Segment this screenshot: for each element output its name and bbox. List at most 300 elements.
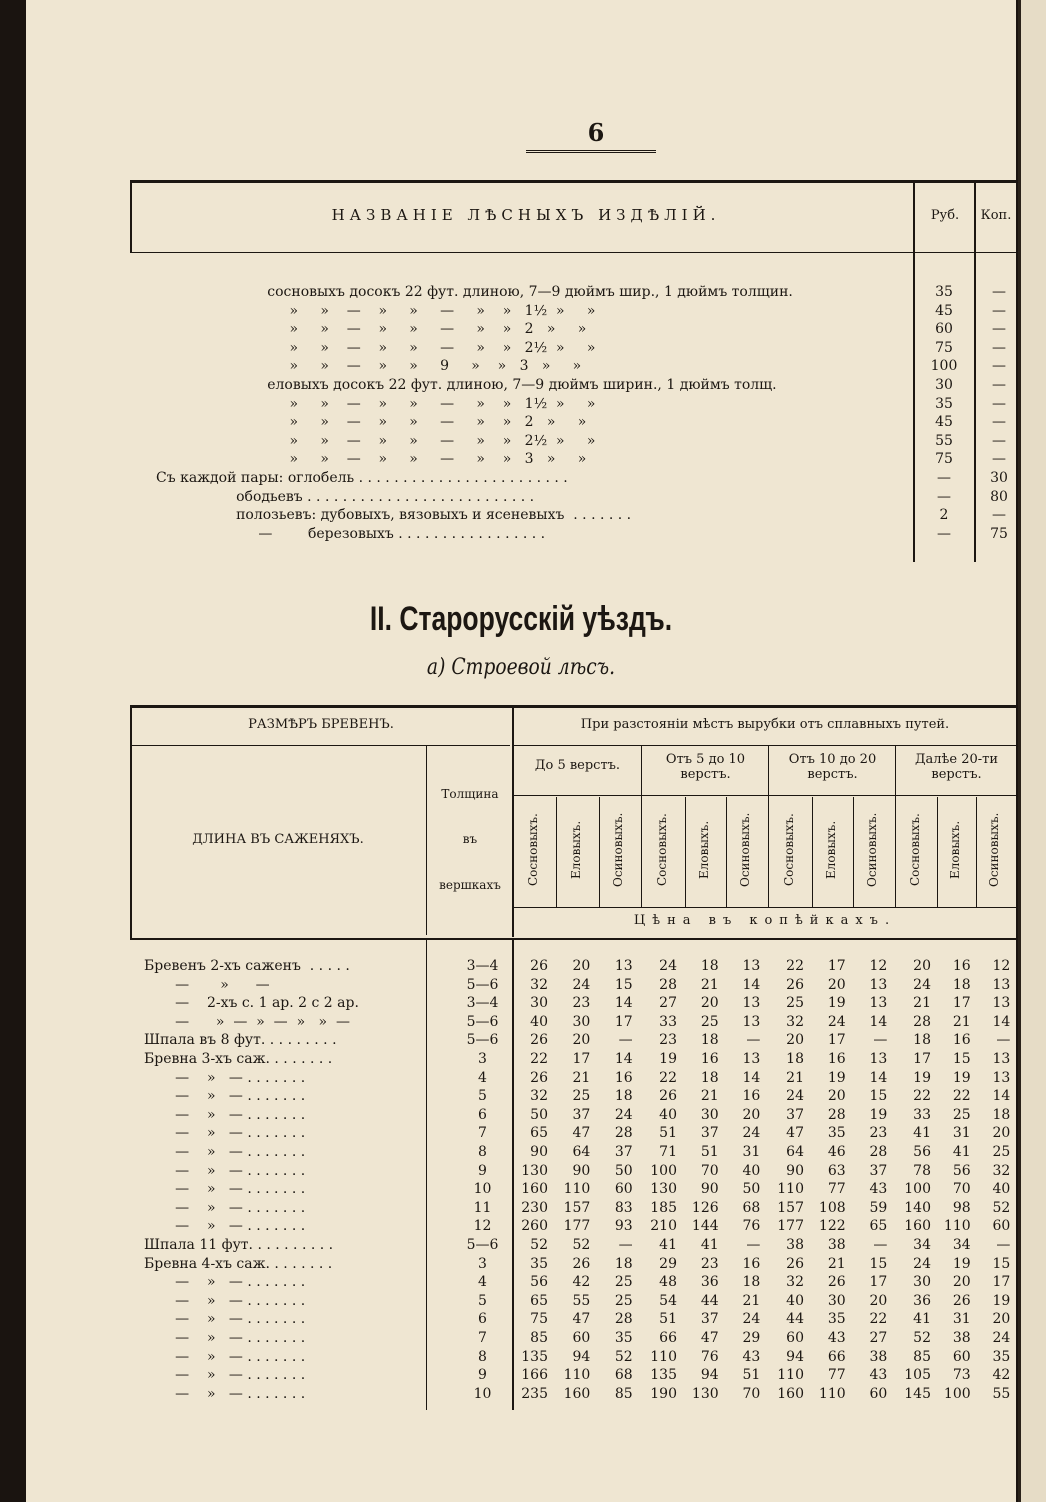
price-cell: 190	[650, 1385, 677, 1402]
price-cell: 37	[614, 1144, 633, 1160]
timber-description: — » — . . . . . . .	[144, 1367, 306, 1384]
price-cell: 25	[614, 1292, 633, 1309]
timber-thickness: 12	[473, 1218, 492, 1235]
price-cell: 37	[572, 1106, 591, 1123]
item-description: » » — » » — » » 3 » »	[156, 451, 587, 468]
timber-description: — » — . . . . . . .	[144, 1162, 306, 1179]
price-cell: 100	[943, 1385, 971, 1402]
timber-thickness: 3	[478, 1051, 487, 1067]
price-cell: 35	[827, 1125, 846, 1142]
timber-description: — » — . . . . . . .	[144, 1292, 306, 1309]
timber-description: — » — . . . . . . .	[144, 1106, 306, 1123]
timber-thickness: 5—6	[466, 1237, 499, 1253]
price-cell: 37	[700, 1311, 719, 1328]
table2-row	[26, 1274, 1016, 1292]
page-number-rule	[526, 150, 656, 153]
price-cell: 18	[700, 958, 719, 974]
price-cell: 40	[786, 1292, 804, 1309]
item-description: » » — » » — » » 2 » »	[156, 321, 587, 338]
price-cell: 35	[530, 1255, 548, 1272]
price-cell: 32	[992, 1162, 1011, 1179]
item-description: — березовыхъ . . . . . . . . . . . . . . . . .	[156, 525, 546, 542]
table2-group-rule	[514, 795, 1016, 796]
timber-description: — » — . . . . . . .	[144, 1199, 306, 1216]
price-cell: 52	[530, 1237, 548, 1253]
price-cell: 18	[786, 1051, 804, 1067]
price-cell: 20	[742, 1106, 761, 1123]
price-cell: 144	[691, 1218, 719, 1235]
item-description: еловыхъ досокъ 22 фут. длиною, 7—9 дюймъ ширин., 1 дюймъ толщ.	[156, 377, 777, 393]
item-kop: —	[992, 377, 1006, 393]
size-header: РАЗМѢРЪ БРЕВЕНЪ.	[248, 717, 394, 732]
price-cell: 94	[572, 1348, 591, 1365]
price-cell: —	[996, 1237, 1011, 1253]
price-cell: 25	[572, 1088, 591, 1105]
price-cell: 32	[530, 976, 548, 993]
price-cell: 140	[904, 1199, 931, 1216]
item-description: Съ каждой пары: оглобель . . . . . . . . . . . . . . . . . . . . . . . .	[156, 470, 568, 486]
price-cell: 26	[572, 1255, 591, 1272]
price-cell: 20	[992, 1125, 1011, 1142]
item-description: » » — » » — » » 1½ » »	[156, 302, 596, 319]
timber-description: Шпала 11 фут. . . . . . . . . .	[144, 1237, 334, 1253]
timber-thickness: 7	[478, 1125, 487, 1142]
price-cell: 40	[992, 1181, 1011, 1198]
price-cell: —	[746, 1032, 761, 1049]
price-cell: 30	[572, 1013, 591, 1030]
price-cell: 30	[913, 1274, 931, 1291]
item-kop: —	[992, 339, 1006, 356]
price-cell: 17	[614, 1013, 633, 1030]
price-cell: 90	[786, 1162, 804, 1179]
item-kop: —	[992, 302, 1006, 319]
price-cell: 42	[572, 1274, 591, 1291]
table2-row	[26, 1144, 1016, 1162]
price-cell: 19	[992, 1292, 1011, 1309]
price-cell: 14	[869, 1013, 888, 1030]
price-cell: 65	[530, 1292, 548, 1309]
price-cell: 50	[742, 1181, 761, 1198]
price-cell: 13	[992, 976, 1011, 993]
price-cell: 15	[992, 1255, 1011, 1272]
price-cell: 34	[952, 1237, 971, 1253]
item-description: » » — » » — » » 2½ » »	[156, 339, 596, 356]
species-header: Сосновыхъ.	[526, 813, 541, 887]
price-cell: 40	[659, 1106, 677, 1123]
price-cell: 28	[913, 1013, 931, 1030]
price-cell: 42	[992, 1367, 1011, 1384]
price-cell: 110	[777, 1367, 804, 1384]
timber-description: Бревна 4-хъ саж. . . . . . . .	[144, 1255, 333, 1272]
section-subtitle: а) Строевой лѣсъ.	[426, 655, 616, 680]
price-cell: 19	[952, 1255, 971, 1272]
price-cell: 52	[913, 1330, 931, 1346]
price-cell: 25	[786, 995, 804, 1012]
item-kop: —	[992, 432, 1006, 449]
price-cell: 32	[786, 1013, 804, 1030]
species-divider	[976, 797, 977, 907]
group-header-1: До 5 верстъ.	[534, 758, 621, 773]
price-cell: 18	[700, 1069, 719, 1086]
price-cell: 51	[659, 1311, 677, 1328]
price-cell: 15	[869, 1255, 888, 1272]
price-cell: 25	[700, 1013, 719, 1030]
price-cell: 24	[913, 1255, 931, 1272]
price-cell: 21	[572, 1069, 591, 1086]
price-cell: 75	[530, 1311, 548, 1328]
price-cell: 70	[742, 1385, 761, 1402]
table1-header-rule	[130, 252, 1016, 253]
price-cell: 28	[869, 1144, 888, 1160]
table1-row	[26, 507, 1016, 525]
price-cell: 51	[700, 1144, 719, 1160]
price-cell: 13	[869, 995, 888, 1012]
price-cell: 90	[700, 1181, 719, 1198]
price-cell: 19	[952, 1069, 971, 1086]
item-kop: 75	[990, 525, 1008, 542]
price-cell: 55	[572, 1292, 591, 1309]
price-cell: 145	[904, 1385, 931, 1402]
price-cell: 17	[869, 1274, 888, 1291]
price-cell: 46	[827, 1144, 846, 1160]
price-cell: 36	[913, 1292, 931, 1309]
distance-header: При разстояніи мѣстъ вырубки отъ сплавныхъ путей.	[580, 717, 950, 732]
item-rub: 45	[935, 302, 953, 319]
timber-description: — » — . . . . . . .	[144, 1125, 306, 1142]
timber-description: — » — . . . . . . .	[144, 1069, 306, 1086]
price-cell: 26	[530, 958, 548, 974]
price-cell: 29	[659, 1255, 677, 1272]
price-cell: 98	[952, 1199, 971, 1216]
price-cell: 18	[742, 1274, 761, 1291]
price-cell: 17	[572, 1051, 591, 1067]
price-cell: 41	[700, 1237, 719, 1253]
price-cell: 26	[659, 1088, 677, 1105]
price-cell: 108	[818, 1199, 846, 1216]
timber-description: — » — . . . . . . .	[144, 1311, 306, 1328]
table2-row	[26, 1293, 1016, 1311]
price-cell: 85	[530, 1330, 548, 1346]
price-cell: 41	[659, 1237, 677, 1253]
table2-header-bottom-rule	[130, 938, 1016, 940]
timber-thickness: 10	[473, 1385, 492, 1402]
price-cell: 24	[827, 1013, 846, 1030]
table2-row	[26, 1181, 1016, 1199]
timber-thickness: 8	[478, 1348, 487, 1365]
price-cell: 160	[563, 1385, 591, 1402]
price-cell: 23	[659, 1032, 677, 1049]
price-cell: 16	[742, 1088, 761, 1105]
species-divider	[685, 797, 686, 907]
table2-size-rule	[130, 745, 510, 746]
price-cell: 35	[827, 1311, 846, 1328]
price-cell: 52	[614, 1348, 633, 1365]
timber-description: Бревна 3-хъ саж. . . . . . . .	[144, 1051, 333, 1067]
item-kop: —	[992, 284, 1006, 300]
table1-row	[26, 470, 1016, 488]
item-description: » » — » » — » » 2 » »	[156, 414, 587, 431]
table1-row	[26, 358, 1016, 376]
price-cell: 48	[659, 1274, 677, 1291]
price-cell: 21	[700, 1088, 719, 1105]
price-cell: 44	[700, 1292, 719, 1309]
price-cell: 64	[786, 1144, 804, 1160]
timber-description: — » — . . . . . . .	[144, 1088, 306, 1105]
species-divider	[853, 797, 854, 907]
price-cell: 19	[869, 1106, 888, 1123]
price-cell: 41	[913, 1311, 931, 1328]
price-cell: 185	[650, 1199, 677, 1216]
timber-thickness: 4	[478, 1069, 487, 1086]
price-cell: 14	[742, 976, 761, 993]
price-caption: Цѣна въ копѣйкахъ.	[633, 913, 897, 928]
price-cell: 15	[614, 976, 633, 993]
timber-description: — » — . . . . . . .	[144, 1144, 306, 1160]
timber-thickness: 9	[478, 1162, 487, 1179]
price-cell: 60	[952, 1348, 971, 1365]
price-cell: 50	[614, 1162, 633, 1179]
item-rub: 60	[935, 321, 953, 338]
price-cell: 76	[700, 1348, 719, 1365]
species-header: Сосновыхъ.	[907, 813, 922, 887]
price-cell: 122	[818, 1218, 846, 1235]
timber-thickness: 5—6	[466, 1013, 499, 1030]
item-kop: 80	[990, 488, 1008, 505]
price-cell: 36	[700, 1274, 719, 1291]
price-cell: 24	[913, 976, 931, 993]
price-cell: 37	[786, 1106, 804, 1123]
table2-row	[26, 995, 1016, 1013]
price-cell: 18	[700, 1032, 719, 1049]
price-cell: 37	[869, 1162, 888, 1179]
timber-description: — » —	[144, 976, 270, 993]
price-cell: 47	[700, 1330, 719, 1346]
price-cell: 50	[530, 1106, 548, 1123]
price-cell: 60	[572, 1330, 591, 1346]
price-cell: 83	[614, 1199, 633, 1216]
price-cell: 22	[786, 958, 804, 974]
price-cell: 26	[952, 1292, 971, 1309]
price-cell: 70	[952, 1181, 971, 1198]
price-cell: 56	[913, 1144, 931, 1160]
price-cell: 47	[786, 1125, 804, 1142]
price-cell: 52	[992, 1199, 1011, 1216]
price-cell: 160	[777, 1385, 804, 1402]
price-cell: 63	[827, 1162, 846, 1179]
price-cell: 100	[650, 1162, 677, 1179]
document-page	[26, 0, 1016, 1502]
timber-thickness: 8	[478, 1144, 487, 1160]
price-cell: 24	[742, 1125, 761, 1142]
price-cell: 71	[659, 1144, 677, 1160]
price-cell: 21	[952, 1013, 971, 1030]
group-divider	[768, 745, 769, 907]
price-cell: 93	[614, 1218, 633, 1235]
price-cell: 85	[614, 1385, 633, 1402]
price-cell: 35	[614, 1330, 633, 1346]
price-cell: 22	[952, 1088, 971, 1105]
price-cell: 51	[742, 1367, 761, 1384]
price-cell: 60	[786, 1330, 804, 1346]
timber-description: — » — . . . . . . .	[144, 1274, 306, 1291]
item-rub: —	[937, 488, 951, 505]
price-cell: 68	[614, 1367, 633, 1384]
table1-row	[26, 284, 1016, 302]
timber-thickness: 10	[473, 1181, 492, 1198]
price-cell: 51	[659, 1125, 677, 1142]
price-cell: 12	[992, 958, 1011, 974]
price-cell: 13	[992, 1051, 1011, 1067]
price-cell: 100	[904, 1181, 931, 1198]
price-cell: 210	[650, 1218, 677, 1235]
price-cell: 16	[700, 1051, 719, 1067]
price-cell: 37	[700, 1125, 719, 1142]
price-cell: 18	[992, 1106, 1011, 1123]
price-cell: 15	[952, 1051, 971, 1067]
timber-thickness: 5	[478, 1292, 487, 1309]
price-cell: 22	[659, 1069, 677, 1086]
table2-row	[26, 1311, 1016, 1329]
group-divider	[641, 745, 642, 907]
price-cell: 12	[869, 958, 888, 974]
price-cell: 18	[913, 1032, 931, 1049]
group-header-4: Далѣе 20-ти верстъ.	[914, 752, 999, 782]
price-cell: 166	[521, 1367, 548, 1384]
price-cell: 33	[913, 1106, 931, 1123]
price-cell: 47	[572, 1125, 591, 1142]
price-cell: 16	[614, 1069, 633, 1086]
price-cell: —	[873, 1032, 888, 1049]
table2-row	[26, 1014, 1016, 1032]
price-cell: —	[618, 1237, 633, 1253]
price-cell: 14	[614, 1051, 633, 1067]
price-cell: 135	[650, 1367, 677, 1384]
price-cell: 47	[572, 1311, 591, 1328]
species-header: Сосновыхъ.	[781, 813, 796, 887]
item-rub: 100	[930, 358, 958, 375]
table2-top-rule	[130, 705, 1016, 708]
table2-row	[26, 977, 1016, 995]
price-cell: 15	[869, 1088, 888, 1105]
table2-row	[26, 1218, 1016, 1236]
price-cell: 17	[952, 995, 971, 1012]
price-cell: 78	[913, 1162, 931, 1179]
timber-description: — » — . . . . . . .	[144, 1218, 306, 1235]
timber-thickness: 3	[478, 1255, 487, 1272]
price-cell: 110	[777, 1181, 804, 1198]
table2-row	[26, 1163, 1016, 1181]
species-header: Осиновыхъ.	[865, 812, 880, 888]
price-cell: 17	[913, 1051, 931, 1067]
price-cell: —	[618, 1032, 633, 1049]
table2-left-rule	[130, 705, 132, 939]
price-cell: 18	[952, 976, 971, 993]
price-cell: 110	[943, 1218, 971, 1235]
table2-row	[26, 1349, 1016, 1367]
item-kop: —	[992, 321, 1006, 338]
table2-row	[26, 1088, 1016, 1106]
price-cell: 20	[869, 1292, 888, 1309]
species-header: Сосновыхъ.	[654, 813, 669, 887]
price-cell: 25	[992, 1144, 1011, 1160]
price-cell: 16	[952, 958, 971, 974]
price-cell: 26	[786, 1255, 804, 1272]
price-cell: 16	[827, 1051, 846, 1067]
table2-row	[26, 1032, 1016, 1050]
table2-row	[26, 1237, 1016, 1255]
price-cell: 20	[827, 976, 846, 993]
table1-heading: НАЗВАНІЕ ЛѢСНЫХЪ ИЗДѢЛІЙ.	[331, 206, 721, 224]
price-cell: 14	[869, 1069, 888, 1086]
timber-thickness: 3—4	[466, 995, 499, 1012]
price-cell: 160	[521, 1181, 548, 1198]
price-cell: 13	[869, 1051, 888, 1067]
price-cell: 19	[827, 1069, 846, 1086]
species-divider	[726, 797, 727, 907]
timber-description: — 2-хъ с. 1 ар. 2 с 2 ар.	[144, 995, 359, 1012]
table1-row	[26, 303, 1016, 321]
item-rub: —	[937, 525, 951, 542]
price-cell: 94	[786, 1348, 804, 1365]
price-cell: 177	[563, 1218, 591, 1235]
price-cell: 94	[700, 1367, 719, 1384]
price-cell: 30	[530, 995, 548, 1012]
table1-left-rule	[130, 180, 132, 252]
price-cell: 25	[952, 1106, 971, 1123]
item-description: ободьевъ . . . . . . . . . . . . . . . . . . . . . . . . . .	[156, 488, 535, 505]
timber-description: — » — . . . . . . .	[144, 1181, 306, 1198]
timber-thickness: 11	[473, 1199, 492, 1216]
price-cell: 38	[869, 1348, 888, 1365]
price-cell: 18	[614, 1088, 633, 1105]
price-cell: 43	[869, 1181, 888, 1198]
price-cell: 70	[700, 1162, 719, 1179]
timber-thickness: 9	[478, 1367, 487, 1384]
price-cell: 43	[869, 1367, 888, 1384]
price-cell: 28	[614, 1311, 633, 1328]
price-cell: 230	[521, 1199, 548, 1216]
item-rub: 30	[935, 377, 953, 393]
price-cell: 235	[521, 1385, 548, 1402]
price-cell: 38	[952, 1330, 971, 1346]
item-description: » » — » » — » » 1½ » »	[156, 395, 596, 412]
timber-description: Бревенъ 2-хъ саженъ . . . . .	[144, 958, 350, 974]
price-cell: 31	[742, 1144, 761, 1160]
species-header: Осиновыхъ.	[610, 812, 625, 888]
species-divider	[556, 797, 557, 907]
group-header-3: Отъ 10 до 20 верстъ.	[788, 752, 877, 782]
item-kop: —	[992, 507, 1006, 524]
price-cell: 33	[659, 1013, 677, 1030]
table2-row	[26, 1051, 1016, 1069]
price-cell: 18	[614, 1255, 633, 1272]
adjacent-page-edge	[1018, 0, 1046, 1502]
item-kop: —	[992, 414, 1006, 431]
price-cell: 44	[786, 1311, 804, 1328]
table1-row	[26, 377, 1016, 395]
species-header: Осиновыхъ.	[738, 812, 753, 888]
price-cell: 20	[913, 958, 931, 974]
species-header: Еловыхъ.	[696, 820, 711, 880]
price-cell: 27	[869, 1330, 888, 1346]
item-rub: 35	[935, 284, 953, 300]
thickness-header-3: вершкахъ	[439, 878, 501, 892]
price-cell: 77	[827, 1181, 846, 1198]
table2-row	[26, 1256, 1016, 1274]
item-rub: 2	[939, 507, 949, 524]
price-cell: 14	[742, 1069, 761, 1086]
price-cell: 20	[572, 958, 591, 974]
